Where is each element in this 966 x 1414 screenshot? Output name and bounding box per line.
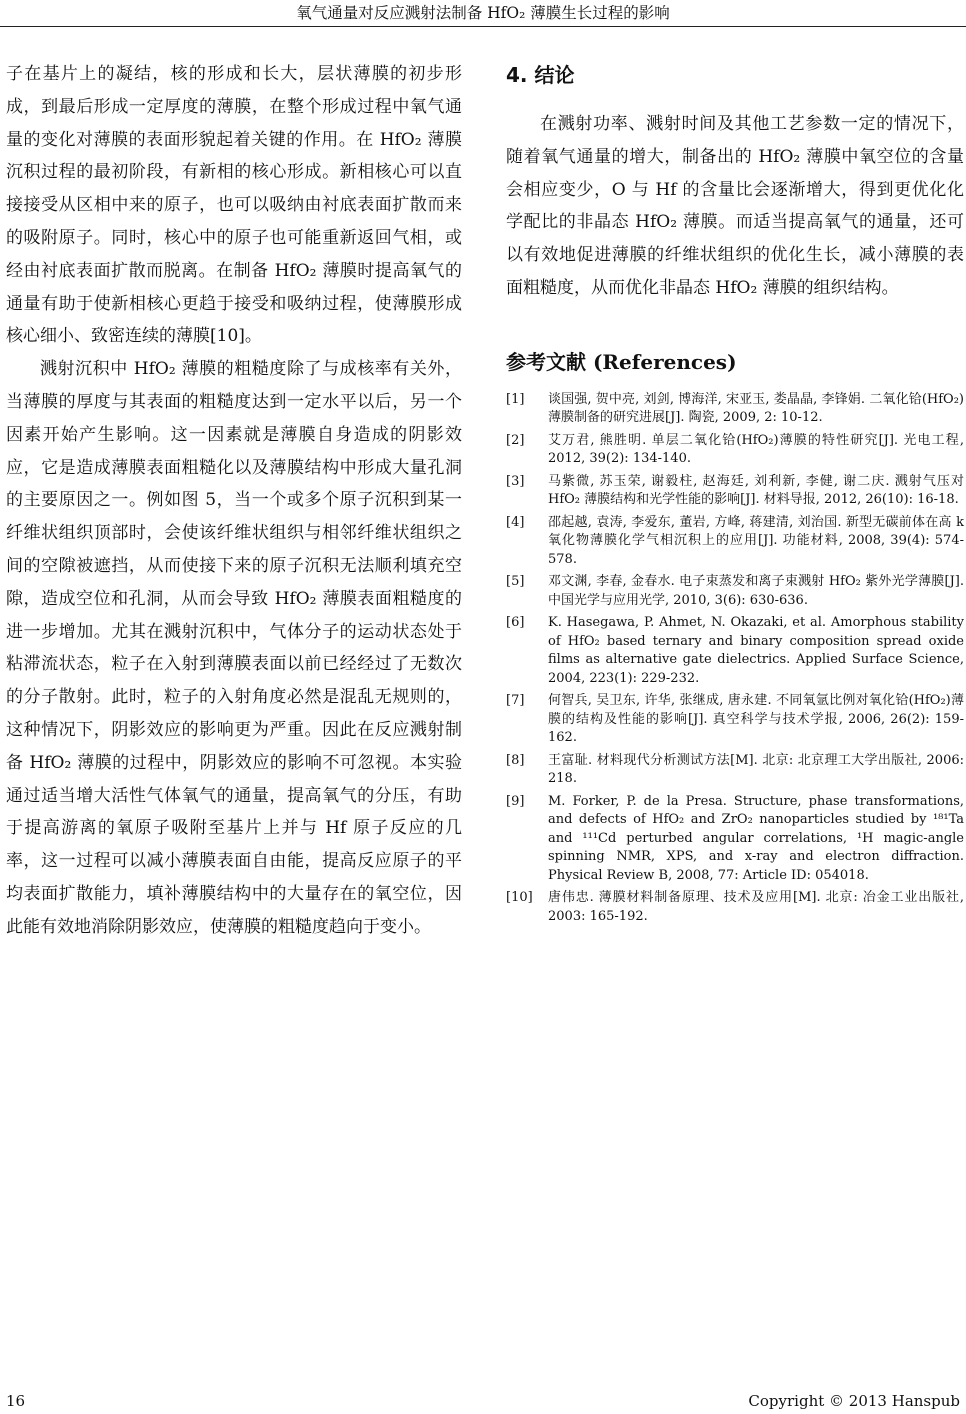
reference-text: 王富耻. 材料现代分析测试方法[M]. 北京: 北京理工大学出版社, 2006: 218. [548, 752, 964, 787]
header-rule [0, 26, 966, 27]
reference-text: 何智兵, 吴卫东, 许华, 张继成, 唐永建. 不同氧氩比例对氧化铪(HfO₂)薄膜的结构及性能的影响[J]. 真空科学与技术学报, 2006, 26(2): 159-162. [548, 693, 964, 746]
references-heading-cn: 参考文献 [506, 349, 586, 374]
reference-number: [10] [506, 890, 533, 906]
reference-text: 艾万君, 熊胜明. 单层二氧化铪(HfO₂)薄膜的特性研究[J]. 光电工程, 2012, 39(2): 134-140. [548, 432, 964, 467]
reference-item [506, 692, 964, 748]
reference-number: [4] [506, 514, 525, 530]
references-heading [506, 345, 964, 379]
body-paragraph-1: 子在基片上的凝结，核的形成和长大，层状薄膜的初步形成，到最后形成一定厚度的薄膜，在整个形成过程中氧气通量的变化对薄膜的表面形貌起着关键的作用。在 HfO₂ 薄膜沉积过程的最初阶段，有新相的核心形成。新相核心可以直接接受从区相中来的原子，也可以吸纳由衬底表面扩散而来的吸附原子。同时，核心中的原子也可能重新返回气相，或经由衬底表面扩散而脱离。在制备 HfO₂ 薄膜时提高氧气的通量有助于使新相核心更趋于接受和吸纳过程，使薄膜形成核心细小、致密连续的薄膜[10]。 [6, 64, 462, 347]
reference-number: [7] [506, 693, 525, 709]
conclusion-paragraph: 在溅射功率、溅射时间及其他工艺参数一定的情况下，随着氧气通量的增大，制备出的 HfO₂ 薄膜中氧空位的含量会相应变少，O 与 Hf 的含量比会逐渐增大，得到更优化化学配比的非晶态 HfO₂ 薄膜。而适当提高氧气的通量，还可以有效地促进薄膜的纤维状组织的优化生长，减小薄膜的表面粗糙度，从而优化非晶态 HfO₂ 薄膜的组织结构。 [506, 114, 964, 298]
reference-text: 唐伟忠. 薄膜材料制备原理、技术及应用[M]. 北京: 冶金工业出版社, 2003: 165-192. [548, 890, 964, 924]
running-title: 氧气通量对反应溅射法制备 HfO₂ 薄膜生长过程的影响 [296, 4, 670, 22]
references-heading-en: (References) [592, 349, 737, 374]
reference-text: 邓文渊, 李春, 金春水. 电子束蒸发和离子束溅射 HfO₂ 紫外光学薄膜[J]. 中国光学与应用光学, 2010, 3(6): 630-636. [548, 574, 964, 608]
reference-number: [3] [506, 473, 525, 489]
conclusion-heading: 4. 结论 [506, 63, 575, 87]
reference-list [506, 391, 964, 927]
page-number: 16 [6, 1392, 26, 1410]
reference-item [506, 432, 964, 469]
running-header [0, 0, 966, 40]
reference-item [506, 514, 964, 570]
reference-number: [6] [506, 615, 525, 631]
reference-number: [2] [506, 432, 525, 448]
reference-number: [8] [506, 752, 525, 768]
reference-number: [9] [506, 793, 525, 809]
reference-number: [5] [506, 574, 525, 590]
reference-text: K. Hasegawa, P. Ahmet, N. Okazaki, et al. Amorphous stability of HfO₂ based ternary and binary composition spread oxide films as alternative gate dielectrics. Applied Surface Science, 2004, 223(1): 229-232. [548, 615, 964, 686]
reference-text: 马紫微, 苏玉荣, 谢毅柱, 赵海廷, 刘利新, 李健, 谢二庆. 溅射气压对 HfO₂ 薄膜结构和光学性能的影响[J]. 材料导报, 2012, 26(10): 16-18. [548, 473, 964, 508]
reference-number: [1] [506, 391, 525, 407]
reference-item [506, 752, 964, 789]
reference-text: M. Forker, P. de la Presa. Structure, phase transformations, and defects of HfO₂ and ZrO₂ nanoparticles studied by ¹⁸¹Ta and ¹¹¹Cd perturbed angular correlations, ¹H magic-angle spinning NMR, XPS, and x-ray and electron diffraction. Physical Review B, 2008, 77: Article ID: 054018. [548, 793, 964, 883]
reference-item [506, 573, 964, 610]
reference-item [506, 391, 964, 428]
copyright-notice: Copyright © 2013 Hanspub [748, 1392, 960, 1410]
reference-item [506, 614, 964, 688]
right-column [506, 58, 964, 930]
left-column [6, 58, 462, 944]
reference-item [506, 793, 964, 886]
reference-text: 邵起越, 袁涛, 李爱东, 董岩, 方峰, 蒋建清, 刘治国. 新型无碳前体在高 k 氧化物薄膜化学气相沉积上的应用[J]. 功能材料, 2008, 39(4): 574-578. [548, 514, 964, 567]
body-paragraph-2: 溅射沉积中 HfO₂ 薄膜的粗糙度除了与成核率有关外，当薄膜的厚度与其表面的粗糙度达到一定水平以后，另一个因素开始产生影响。这一因素就是薄膜自身造成的阴影效应，它是造成薄膜表面粗糙化以及薄膜结构中形成大量孔洞的主要原因之一。例如图 5，当一个或多个原子沉积到某一纤维状组织顶部时，会使该纤维状组织与相邻纤维状组织之间的空隙被遮挡，从而使接下来的原子沉积无法顺利填充空隙，造成空位和孔洞，从而会导致 HfO₂ 薄膜表面粗糙度的进一步增加。尤其在溅射沉积中，气体分子的运动状态处于粘滞流状态，粒子在入射到薄膜表面以前已经经过了无数次的分子散射。此时，粒子的入射角度必然是混乱无规则的，这种情况下，阴影效应的影响更为严重。因此在反应溅射制备 HfO₂ 薄膜的过程中，阴影效应的影响不可忽视。本实验通过适当增大活性气体氧气的通量，提高氧气的分压，有助于提高游离的氧原子吸附至基片上并与 Hf 原子反应的几率，这一过程可以减小薄膜表面自由能，提高反应原子的平均表面扩散能力，填补薄膜结构中的大量存在的氧空位，因此能有效地消除阴影效应，使薄膜的粗糙度趋向于变小。 [6, 359, 462, 937]
reference-item [506, 473, 964, 510]
reference-text: 谈国强, 贺中亮, 刘剑, 博海洋, 宋亚玉, 娄晶晶, 李锋娟. 二氧化铪(HfO₂)薄膜制备的研究进展[J]. 陶瓷, 2009, 2: 10-12. [548, 391, 964, 426]
reference-item [506, 889, 964, 926]
